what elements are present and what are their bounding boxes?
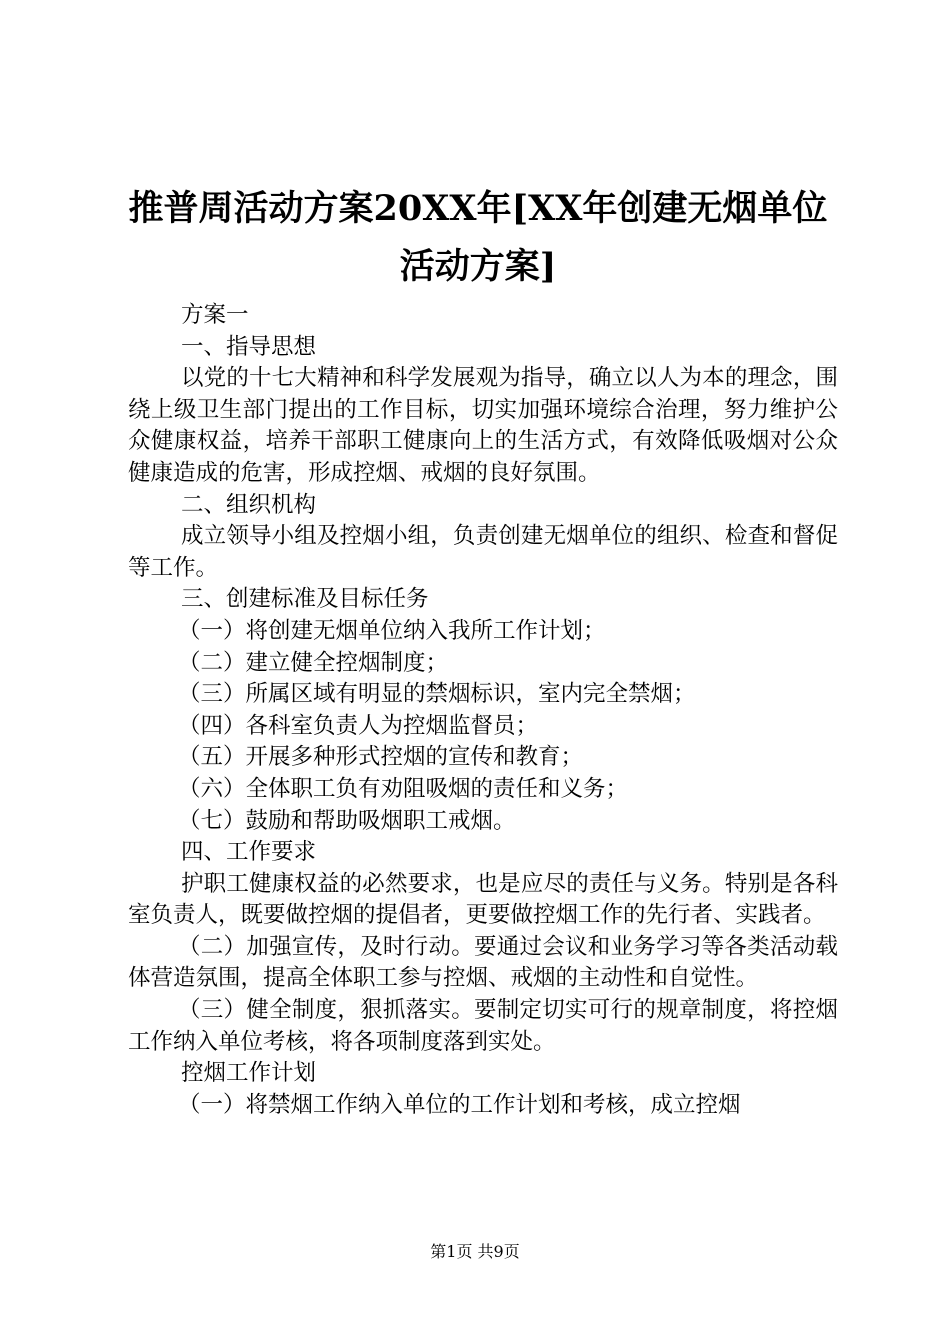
list-item: （一）将创建无烟单位纳入我所工作计划；: [178, 617, 606, 644]
heading-standards-targets: 三、创建标准及目标任务: [181, 586, 429, 613]
paragraph-scheme-one: 方案一: [181, 302, 249, 328]
list-item: （五）开展多种形式控烟的宣传和教育；: [178, 744, 584, 771]
paragraph-control-plan: （一）将禁烟工作纳入单位的工作计划和考核，成立控烟: [178, 1091, 741, 1118]
heading-control-plan: 控烟工作计划: [181, 1060, 317, 1087]
list-item: （七）鼓励和帮助吸烟职工戒烟。: [178, 807, 516, 834]
heading-work-requirements: 四、工作要求: [181, 839, 317, 866]
paragraph-system: （三）健全制度，狠抓落实。要制定切实可行的规章制度，将控烟工作纳入单位考核，将各项制度落到实处。: [128, 997, 838, 1055]
list-item: （三）所属区域有明显的禁烟标识，室内完全禁烟；: [178, 681, 696, 708]
list-item: （四）各科室负责人为控烟监督员；: [178, 712, 539, 739]
heading-organization: 二、组织机构: [181, 491, 317, 518]
page-footer: 第1页 共9页: [430, 1242, 520, 1261]
heading-guiding-ideology: 一、指导思想: [181, 333, 317, 360]
document-title: 推普周活动方案20XX年[XX年创建无烟单位活动方案]: [128, 188, 828, 287]
document-body: [128, 300, 838, 1121]
list-item: （六）全体职工负有劝阻吸烟的责任和义务；: [178, 775, 629, 802]
paragraph-publicity: （二）加强宣传，及时行动。要通过会议和业务学习等各类活动载体营造氛围，提高全体职工参与控烟、戒烟的主动性和自觉性。: [128, 933, 838, 992]
paragraph-organization: 成立领导小组及控烟小组，负责创建无烟单位的组织、检查和督促等工作。: [128, 523, 838, 581]
paragraph-guiding-ideology: 以党的十七大精神和科学发展观为指导，确立以人为本的理念，围绕上级卫生部门提出的工作目标，切实加强环境综合治理，努力维护公众健康权益，培养干部职工健康向上的生活方式，有效降低吸烟对公众健康造成的危害，形成控烟、戒烟的良好氛围。: [128, 365, 838, 486]
list-item: （二）建立健全控烟制度；: [178, 649, 449, 676]
paragraph-work-requirements: 护职工健康权益的必然要求，也是应尽的责任与义务。特别是各科室负责人，既要做控烟的提倡者，更要做控烟工作的先行者、实践者。: [128, 870, 838, 929]
